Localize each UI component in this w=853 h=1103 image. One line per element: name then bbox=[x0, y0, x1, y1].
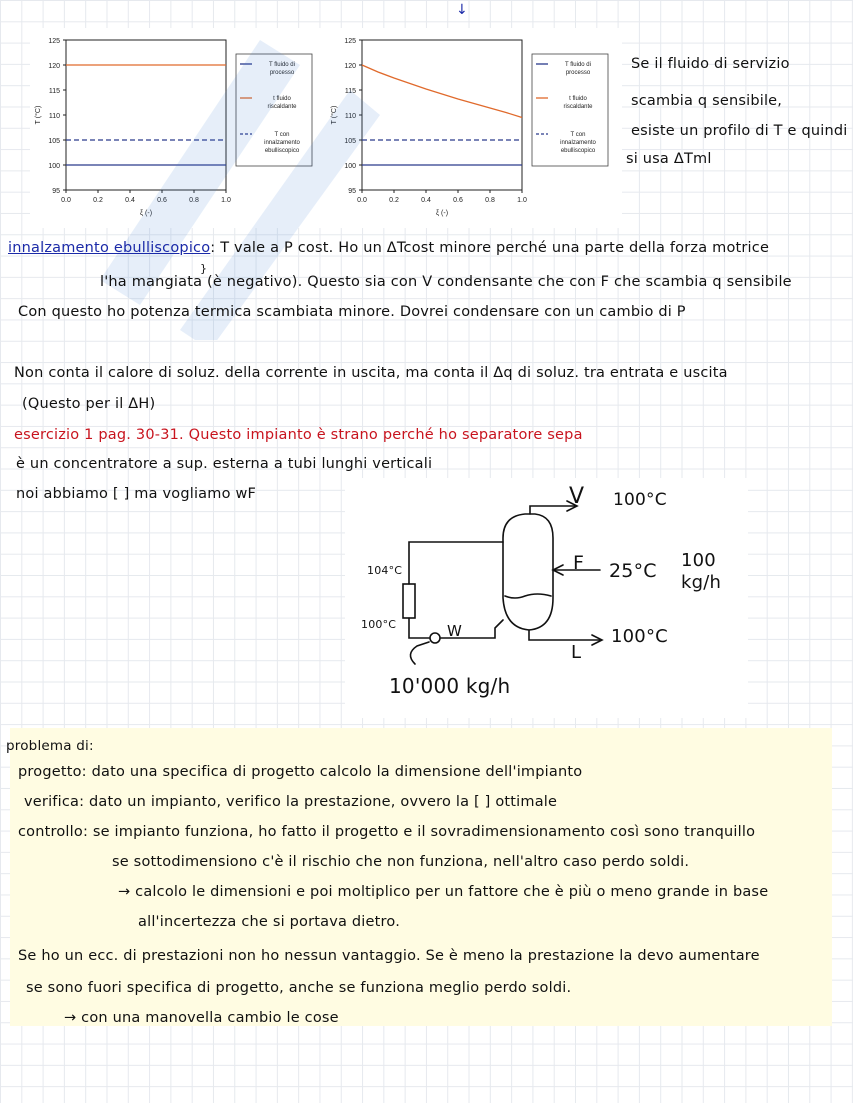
label-temp-top: 104°C bbox=[367, 564, 403, 577]
side-note-line-4: si usa ΔTml bbox=[626, 151, 712, 167]
label-F-flow: 100 kg/h bbox=[681, 550, 722, 593]
y-tick-label: 120 bbox=[48, 63, 60, 70]
y-tick-label: 105 bbox=[48, 138, 60, 145]
x-tick-label: 0.2 bbox=[389, 197, 399, 204]
label-W-flow: 10'000 kg/h bbox=[389, 674, 511, 698]
x-tick-label: 0.6 bbox=[453, 197, 463, 204]
x-tick-label: 0.8 bbox=[485, 197, 495, 204]
problem-arrow-2: → con una manovella cambio le cose bbox=[64, 1010, 339, 1026]
label-F: F bbox=[573, 552, 585, 574]
y-tick-label: 110 bbox=[344, 113, 356, 120]
y-tick-label: 115 bbox=[344, 88, 356, 95]
x-tick-label: 0.2 bbox=[93, 197, 103, 204]
y-tick-label: 110 bbox=[48, 113, 60, 120]
x-tick-label: 1.0 bbox=[517, 197, 527, 204]
legend-label: processo bbox=[269, 70, 295, 76]
problem-arrow-1: → calcolo le dimensioni e poi moltiplico per un fattore che è più o meno grande in base bbox=[118, 884, 769, 900]
problem-progetto: progetto: dato una specifica di progetto calcolo la dimensione dell'impianto bbox=[18, 764, 583, 780]
side-note-line-2: scambia q sensibile, bbox=[631, 93, 783, 109]
problem-excess-2: se sono fuori specifica di progetto, anche se funziona meglio perdo soldi. bbox=[26, 980, 572, 996]
problems-heading: problema di: bbox=[6, 738, 94, 754]
legend-label: T fluido di bbox=[269, 62, 295, 68]
label-W: W bbox=[447, 622, 463, 640]
x-tick-label: 0.0 bbox=[357, 197, 367, 204]
evaporator-diagram bbox=[345, 478, 748, 718]
y-tick-label: 105 bbox=[344, 138, 356, 145]
liquid-level bbox=[505, 594, 551, 598]
side-note-line-1: Se il fluido di servizio bbox=[631, 56, 790, 72]
legend-label: riscaldante bbox=[563, 104, 593, 110]
y-tick-label: 115 bbox=[48, 88, 60, 95]
series-line bbox=[362, 65, 522, 118]
chart-sensible-heating bbox=[326, 28, 622, 228]
label-temp-bottom: 100°C bbox=[361, 618, 397, 631]
x-tick-label: 1.0 bbox=[221, 197, 231, 204]
label-F-temp: 25°C bbox=[609, 560, 657, 582]
y-axis-label: T (°C) bbox=[331, 105, 338, 125]
label-L: L bbox=[571, 642, 582, 663]
y-tick-label: 125 bbox=[344, 38, 356, 45]
x-tick-label: 0.6 bbox=[157, 197, 167, 204]
side-note-line-3: esiste un profilo di T e quindi bbox=[631, 123, 848, 139]
para1-brace: } bbox=[200, 262, 208, 275]
pump-circle bbox=[430, 633, 440, 643]
legend-label: T fluido di bbox=[565, 62, 591, 68]
legend-label: t fluido bbox=[569, 96, 587, 102]
legend-label: ebulliscopico bbox=[560, 148, 596, 154]
chart-svg-left bbox=[30, 28, 326, 228]
para1-line-3: Con questo ho potenza termica scambiata minore. Dovrei condensare con un cambio di P bbox=[18, 304, 686, 320]
y-tick-label: 100 bbox=[48, 163, 60, 170]
legend-label: innalzamento bbox=[264, 140, 300, 146]
exercise-title: esercizio 1 pag. 30-31. Questo impianto è strano perché ho separatore sepa bbox=[14, 427, 583, 443]
x-axis-label: ξ (-) bbox=[435, 210, 449, 217]
liquid-outlet-line bbox=[529, 630, 600, 640]
legend-label: innalzamento bbox=[560, 140, 596, 146]
para2-line-2: (Questo per il ΔH) bbox=[22, 396, 156, 412]
x-tick-label: 0.8 bbox=[189, 197, 199, 204]
problem-controllo-2: se sottodimensiono c'è il rischio che non funziona, nell'altro caso perdo soldi. bbox=[112, 854, 690, 870]
x-tick-label: 0.4 bbox=[421, 197, 431, 204]
para1-line-1 bbox=[8, 240, 769, 256]
y-axis-label: T (°C) bbox=[35, 105, 42, 125]
label-L-temp: 100°C bbox=[611, 626, 668, 647]
separator-vessel bbox=[503, 514, 553, 630]
chart-svg-right bbox=[326, 28, 622, 228]
para3-line-2: noi abbiamo [ ] ma vogliamo wF bbox=[16, 486, 257, 502]
label-V-temp: 100°C bbox=[613, 490, 667, 510]
legend-label: T con bbox=[570, 132, 586, 138]
y-tick-label: 100 bbox=[344, 163, 356, 170]
plot-area bbox=[66, 40, 226, 190]
legend-label: riscaldante bbox=[267, 104, 297, 110]
x-tick-label: 0.0 bbox=[61, 197, 71, 204]
x-tick-label: 0.4 bbox=[125, 197, 135, 204]
y-tick-label: 125 bbox=[48, 38, 60, 45]
problem-verifica: verifica: dato un impianto, verifico la prestazione, ovvero la [ ] ottimale bbox=[24, 794, 558, 810]
legend-label: t fluido bbox=[273, 96, 291, 102]
para1-line-1-rest: : T vale a P cost. Ho un ΔTcost minore perché una parte della forza motrice bbox=[210, 240, 770, 256]
legend-label: T con bbox=[274, 132, 290, 138]
term-innalzamento: innalzamento ebulliscopico bbox=[8, 240, 211, 256]
x-axis-label: ξ (-) bbox=[139, 210, 153, 217]
arrow-down-icon: ↓ bbox=[456, 2, 468, 18]
legend-label: processo bbox=[565, 70, 591, 76]
y-tick-label: 120 bbox=[344, 63, 356, 70]
para3-line-1: è un concentratore a sup. esterna a tubi lunghi verticali bbox=[16, 456, 433, 472]
chart-constant-heating bbox=[30, 28, 326, 228]
problem-arrow-1b: all'incertezza che si portava dietro. bbox=[138, 914, 400, 930]
y-tick-label: 95 bbox=[348, 188, 356, 195]
problem-excess: Se ho un ecc. di prestazioni non ho nessun vantaggio. Se è meno la prestazione la devo aumentare bbox=[18, 948, 760, 964]
plot-area bbox=[362, 40, 522, 190]
y-tick-label: 95 bbox=[52, 188, 60, 195]
para2-line-1: Non conta il calore di soluz. della corrente in uscita, ma conta il Δq di soluz. tra entrata e uscita bbox=[14, 365, 728, 381]
legend-label: ebulliscopico bbox=[264, 148, 300, 154]
problem-controllo: controllo: se impianto funziona, ho fatto il progetto e il sovradimensionamento così sono tranquillo bbox=[18, 824, 756, 840]
para1-line-2: l'ha mangiata (è negativo). Questo sia con V condensante che con F che scambia q sensibile bbox=[100, 274, 792, 290]
label-V: V bbox=[569, 484, 585, 509]
